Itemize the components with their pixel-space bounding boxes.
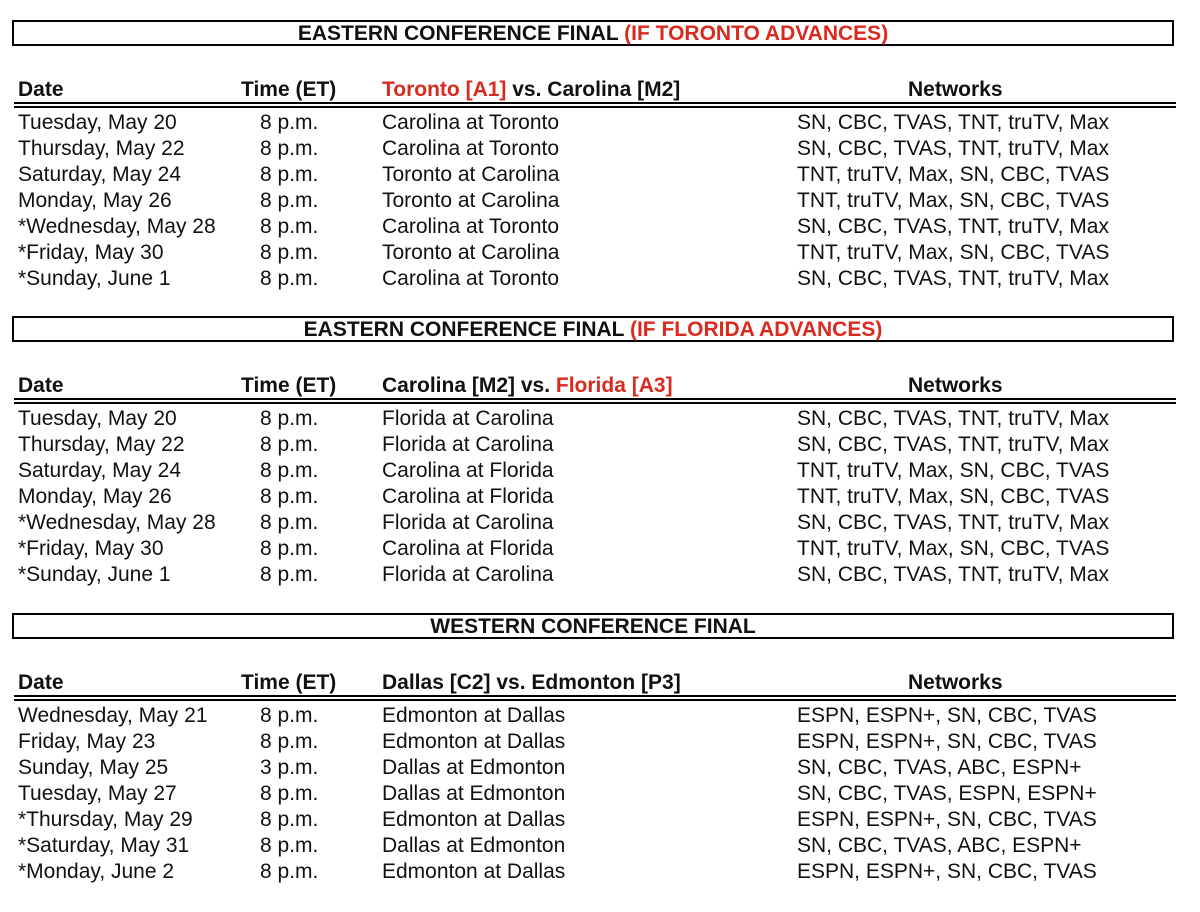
- row-networks: SN, CBC, TVAS, TNT, truTV, Max: [797, 563, 1109, 586]
- row-networks: TNT, truTV, Max, SN, CBC, TVAS: [797, 537, 1110, 560]
- row-time: 8 p.m.: [260, 111, 319, 134]
- row-game: Florida at Carolina: [382, 563, 554, 586]
- row-date: Tuesday, May 20: [18, 111, 177, 134]
- header-rule: [14, 106, 1176, 108]
- table-row: [0, 703, 1200, 729]
- table-row: [0, 484, 1200, 510]
- row-time: 8 p.m.: [260, 563, 319, 586]
- row-time: 8 p.m.: [260, 241, 319, 264]
- table-row: [0, 859, 1200, 885]
- row-networks: TNT, truTV, Max, SN, CBC, TVAS: [797, 163, 1110, 186]
- row-time: 8 p.m.: [260, 163, 319, 186]
- row-game: Toronto at Carolina: [382, 241, 560, 264]
- header-matchup-highlight: Toronto [A1]: [382, 78, 507, 101]
- header-rule: [14, 398, 1176, 400]
- row-date: *Saturday, May 31: [18, 834, 190, 857]
- row-game: Carolina at Toronto: [382, 215, 560, 238]
- row-networks: ESPN, ESPN+, SN, CBC, TVAS: [797, 860, 1097, 883]
- row-networks: SN, CBC, TVAS, TNT, truTV, Max: [797, 267, 1109, 290]
- row-date: Saturday, May 24: [18, 459, 182, 482]
- row-time: 8 p.m.: [260, 860, 319, 883]
- header-matchup-rest: Carolina [M2] vs.: [382, 374, 556, 397]
- row-networks: TNT, truTV, Max, SN, CBC, TVAS: [797, 485, 1110, 508]
- row-networks: TNT, truTV, Max, SN, CBC, TVAS: [797, 189, 1110, 212]
- table-row: [0, 136, 1200, 162]
- table-row: [0, 214, 1200, 240]
- row-date: *Sunday, June 1: [18, 267, 171, 290]
- row-game: Carolina at Florida: [382, 537, 554, 560]
- header-matchup: Dallas [C2] vs. Edmonton [P3]: [382, 671, 681, 694]
- row-date: Tuesday, May 20: [18, 407, 177, 430]
- header-date: Date: [18, 671, 64, 694]
- row-game: Florida at Carolina: [382, 511, 554, 534]
- row-networks: SN, CBC, TVAS, TNT, truTV, Max: [797, 215, 1109, 238]
- row-networks: SN, CBC, TVAS, ESPN, ESPN+: [797, 782, 1097, 805]
- row-game: Edmonton at Dallas: [382, 704, 566, 727]
- row-game: Carolina at Florida: [382, 485, 554, 508]
- header-matchup-highlight: Florida [A3]: [555, 374, 673, 397]
- header-networks: Networks: [908, 78, 1003, 101]
- table-row: [0, 510, 1200, 536]
- row-date: Wednesday, May 21: [18, 704, 208, 727]
- row-date: Friday, May 23: [18, 730, 156, 753]
- row-networks: SN, CBC, TVAS, TNT, truTV, Max: [797, 407, 1109, 430]
- table-row: [0, 781, 1200, 807]
- schedule-rows: [0, 406, 1200, 588]
- row-time: 8 p.m.: [260, 215, 319, 238]
- row-networks: ESPN, ESPN+, SN, CBC, TVAS: [797, 808, 1097, 831]
- row-date: *Sunday, June 1: [18, 563, 171, 586]
- header-matchup: [382, 78, 680, 102]
- row-date: Saturday, May 24: [18, 163, 182, 186]
- row-date: *Friday, May 30: [18, 241, 164, 264]
- header-networks: Networks: [908, 374, 1003, 397]
- row-date: *Wednesday, May 28: [18, 511, 216, 534]
- row-date: Thursday, May 22: [18, 433, 185, 456]
- header-rule: [14, 402, 1176, 404]
- row-date: Monday, May 26: [18, 189, 172, 212]
- header-rule: [14, 102, 1176, 104]
- row-time: 8 p.m.: [260, 808, 319, 831]
- schedule-rows: [0, 703, 1200, 885]
- row-game: Edmonton at Dallas: [382, 730, 566, 753]
- row-date: *Wednesday, May 28: [18, 215, 216, 238]
- row-game: Toronto at Carolina: [382, 189, 560, 212]
- row-time: 3 p.m.: [260, 756, 319, 779]
- row-date: Monday, May 26: [18, 485, 172, 508]
- row-time: 8 p.m.: [260, 267, 319, 290]
- row-date: *Monday, June 2: [18, 860, 175, 883]
- table-row: [0, 807, 1200, 833]
- header-time: Time (ET): [241, 374, 337, 397]
- table-header: [0, 78, 1200, 102]
- row-game: Carolina at Toronto: [382, 137, 560, 160]
- row-time: 8 p.m.: [260, 407, 319, 430]
- row-time: 8 p.m.: [260, 537, 319, 560]
- table-header: [0, 671, 1200, 695]
- row-time: 8 p.m.: [260, 704, 319, 727]
- section-banner: [12, 316, 1174, 342]
- row-networks: ESPN, ESPN+, SN, CBC, TVAS: [797, 730, 1097, 753]
- table-header: [0, 374, 1200, 398]
- row-game: Carolina at Toronto: [382, 111, 560, 134]
- row-time: 8 p.m.: [260, 433, 319, 456]
- table-row: [0, 432, 1200, 458]
- header-networks: Networks: [908, 671, 1003, 694]
- header-date: Date: [18, 374, 64, 397]
- row-time: 8 p.m.: [260, 459, 319, 482]
- row-time: 8 p.m.: [260, 782, 319, 805]
- table-row: [0, 833, 1200, 859]
- row-game: Toronto at Carolina: [382, 163, 560, 186]
- table-row: [0, 162, 1200, 188]
- row-networks: SN, CBC, TVAS, ABC, ESPN+: [797, 834, 1082, 857]
- table-row: [0, 729, 1200, 755]
- table-row: [0, 536, 1200, 562]
- table-row: [0, 406, 1200, 432]
- banner-title: EASTERN CONFERENCE FINAL: [297, 22, 619, 45]
- header-rule: [14, 699, 1176, 701]
- banner-title: EASTERN CONFERENCE FINAL: [303, 318, 625, 341]
- row-date: Thursday, May 22: [18, 137, 185, 160]
- row-networks: ESPN, ESPN+, SN, CBC, TVAS: [797, 704, 1097, 727]
- row-game: Dallas at Edmonton: [382, 782, 566, 805]
- row-time: 8 p.m.: [260, 834, 319, 857]
- table-row: [0, 755, 1200, 781]
- table-row: [0, 240, 1200, 266]
- row-game: Carolina at Toronto: [382, 267, 560, 290]
- header-matchup-rest: vs. Carolina [M2]: [506, 78, 681, 101]
- header-time: Time (ET): [241, 671, 337, 694]
- table-row: [0, 266, 1200, 292]
- table-row: [0, 188, 1200, 214]
- row-date: *Friday, May 30: [18, 537, 164, 560]
- row-time: 8 p.m.: [260, 137, 319, 160]
- row-game: Dallas at Edmonton: [382, 756, 566, 779]
- banner-title: WESTERN CONFERENCE FINAL: [430, 615, 756, 638]
- banner-condition: (IF FLORIDA ADVANCES): [629, 318, 883, 341]
- row-date: Tuesday, May 27: [18, 782, 177, 805]
- row-game: Edmonton at Dallas: [382, 860, 566, 883]
- section-banner: [12, 20, 1174, 46]
- table-row: [0, 562, 1200, 588]
- row-networks: SN, CBC, TVAS, TNT, truTV, Max: [797, 137, 1109, 160]
- row-networks: SN, CBC, TVAS, TNT, truTV, Max: [797, 111, 1109, 134]
- row-time: 8 p.m.: [260, 189, 319, 212]
- row-networks: TNT, truTV, Max, SN, CBC, TVAS: [797, 459, 1110, 482]
- row-date: Sunday, May 25: [18, 756, 169, 779]
- row-game: Dallas at Edmonton: [382, 834, 566, 857]
- row-time: 8 p.m.: [260, 730, 319, 753]
- header-time: Time (ET): [241, 78, 337, 101]
- table-row: [0, 458, 1200, 484]
- schedule-rows: [0, 110, 1200, 292]
- row-networks: SN, CBC, TVAS, TNT, truTV, Max: [797, 433, 1109, 456]
- row-game: Carolina at Florida: [382, 459, 554, 482]
- row-game: Edmonton at Dallas: [382, 808, 566, 831]
- row-game: Florida at Carolina: [382, 407, 554, 430]
- row-game: Florida at Carolina: [382, 433, 554, 456]
- header-rule: [14, 695, 1176, 697]
- row-networks: TNT, truTV, Max, SN, CBC, TVAS: [797, 241, 1110, 264]
- table-row: [0, 110, 1200, 136]
- row-time: 8 p.m.: [260, 485, 319, 508]
- banner-condition: (IF TORONTO ADVANCES): [624, 22, 889, 45]
- row-networks: SN, CBC, TVAS, TNT, truTV, Max: [797, 511, 1109, 534]
- section-banner: [12, 613, 1174, 639]
- row-networks: SN, CBC, TVAS, ABC, ESPN+: [797, 756, 1082, 779]
- row-time: 8 p.m.: [260, 511, 319, 534]
- header-date: Date: [18, 78, 64, 101]
- header-matchup: [382, 374, 673, 398]
- row-date: *Thursday, May 29: [18, 808, 193, 831]
